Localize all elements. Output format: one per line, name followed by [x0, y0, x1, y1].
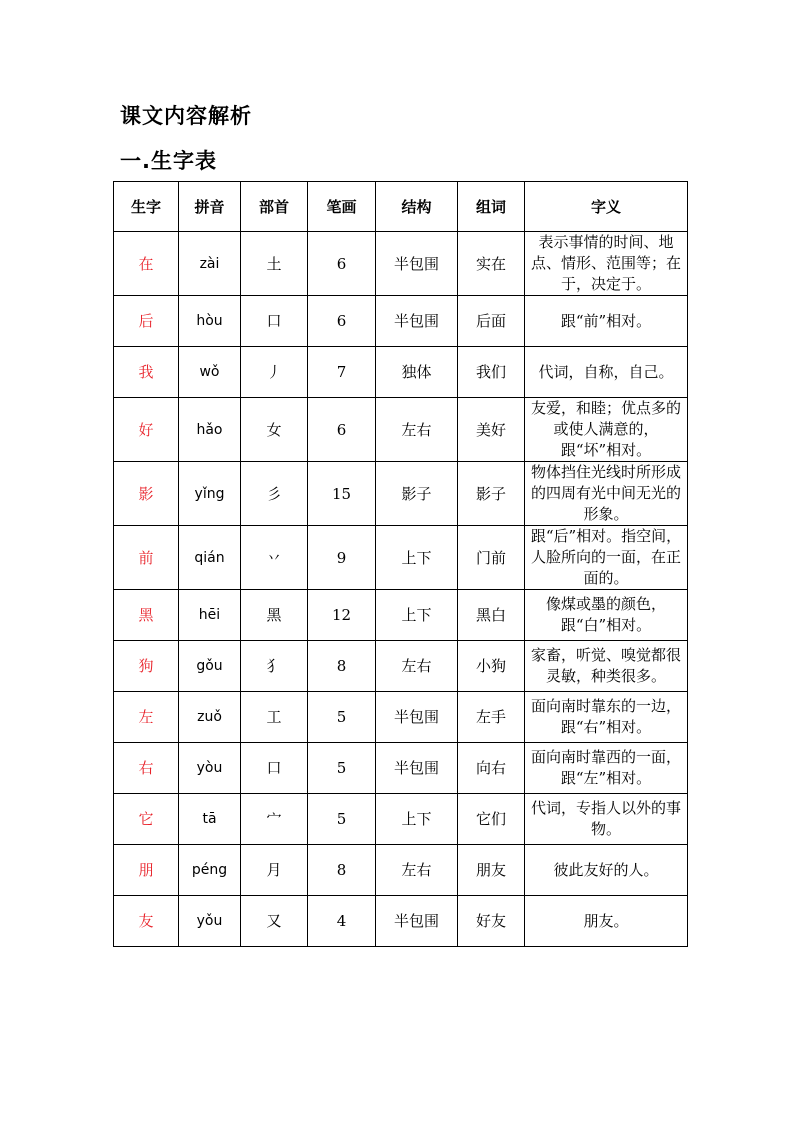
table-row: [114, 296, 688, 347]
cell-pinyin: hǎo: [179, 398, 241, 462]
cell-char: 在: [114, 232, 179, 296]
cell-radical: 宀: [241, 794, 308, 845]
header-radical: 部首: [241, 182, 308, 232]
cell-radical: 又: [241, 896, 308, 947]
cell-pinyin: tā: [179, 794, 241, 845]
cell-word: 它们: [458, 794, 525, 845]
cell-strokes: 15: [308, 462, 376, 526]
table-row: [114, 641, 688, 692]
cell-meaning: 面向南时靠西的一面，跟“左”相对。: [525, 743, 688, 794]
cell-structure: 上下: [376, 590, 458, 641]
table-row: [114, 794, 688, 845]
cell-structure: 半包围: [376, 743, 458, 794]
header-meaning: 字义: [525, 182, 688, 232]
cell-strokes: 5: [308, 743, 376, 794]
cell-structure: 半包围: [376, 296, 458, 347]
cell-radical: 口: [241, 743, 308, 794]
cell-pinyin: hòu: [179, 296, 241, 347]
cell-meaning: 表示事情的时间、地点、情形、范围等；在于，决定于。: [525, 232, 688, 296]
cell-structure: 左右: [376, 398, 458, 462]
cell-char: 朋: [114, 845, 179, 896]
table-row: [114, 347, 688, 398]
cell-char: 黑: [114, 590, 179, 641]
cell-pinyin: yǐng: [179, 462, 241, 526]
cell-word: 后面: [458, 296, 525, 347]
cell-meaning: 跟“后”相对。指空间，人脸所向的一面，在正面的。: [525, 526, 688, 590]
cell-structure: 独体: [376, 347, 458, 398]
cell-strokes: 5: [308, 692, 376, 743]
cell-word: 实在: [458, 232, 525, 296]
cell-structure: 上下: [376, 794, 458, 845]
cell-strokes: 8: [308, 845, 376, 896]
cell-structure: 左右: [376, 845, 458, 896]
cell-word: 我们: [458, 347, 525, 398]
table-row: [114, 896, 688, 947]
cell-meaning: 代词，自称，自己。: [525, 347, 688, 398]
cell-char: 后: [114, 296, 179, 347]
table-row: [114, 232, 688, 296]
cell-strokes: 12: [308, 590, 376, 641]
cell-pinyin: péng: [179, 845, 241, 896]
cell-radical: 丿: [241, 347, 308, 398]
cell-word: 左手: [458, 692, 525, 743]
cell-structure: 半包围: [376, 692, 458, 743]
cell-pinyin: hēi: [179, 590, 241, 641]
cell-meaning: 彼此友好的人。: [525, 845, 688, 896]
cell-pinyin: zuǒ: [179, 692, 241, 743]
cell-radical: 彡: [241, 462, 308, 526]
cell-char: 狗: [114, 641, 179, 692]
cell-structure: 上下: [376, 526, 458, 590]
cell-pinyin: yòu: [179, 743, 241, 794]
table-row: [114, 398, 688, 462]
table-row: [114, 590, 688, 641]
cell-meaning: 代词，专指人以外的事物。: [525, 794, 688, 845]
table-header-row: [114, 182, 688, 232]
cell-pinyin: zài: [179, 232, 241, 296]
cell-char: 影: [114, 462, 179, 526]
cell-structure: 影子: [376, 462, 458, 526]
vocabulary-table: [113, 181, 688, 947]
cell-word: 门前: [458, 526, 525, 590]
cell-char: 前: [114, 526, 179, 590]
cell-word: 小狗: [458, 641, 525, 692]
header-pinyin: 拼音: [179, 182, 241, 232]
cell-strokes: 8: [308, 641, 376, 692]
cell-strokes: 7: [308, 347, 376, 398]
cell-meaning: 像煤或墨的颜色，跟“白”相对。: [525, 590, 688, 641]
cell-radical: 丷: [241, 526, 308, 590]
cell-char: 左: [114, 692, 179, 743]
cell-strokes: 6: [308, 398, 376, 462]
cell-meaning: 家畜，听觉、嗅觉都很灵敏，种类很多。: [525, 641, 688, 692]
cell-structure: 半包围: [376, 896, 458, 947]
cell-word: 向右: [458, 743, 525, 794]
cell-meaning: 物体挡住光线时所形成的四周有光中间无光的形象。: [525, 462, 688, 526]
header-structure: 结构: [376, 182, 458, 232]
cell-pinyin: wǒ: [179, 347, 241, 398]
header-strokes: 笔画: [308, 182, 376, 232]
cell-word: 朋友: [458, 845, 525, 896]
cell-strokes: 5: [308, 794, 376, 845]
cell-meaning: 朋友。: [525, 896, 688, 947]
cell-meaning: 跟“前”相对。: [525, 296, 688, 347]
cell-structure: 左右: [376, 641, 458, 692]
table-row: [114, 526, 688, 590]
cell-radical: 犭: [241, 641, 308, 692]
cell-strokes: 6: [308, 232, 376, 296]
cell-char: 友: [114, 896, 179, 947]
table-row: [114, 462, 688, 526]
cell-strokes: 6: [308, 296, 376, 347]
cell-radical: 月: [241, 845, 308, 896]
cell-radical: 土: [241, 232, 308, 296]
cell-radical: 工: [241, 692, 308, 743]
cell-meaning: 友爱，和睦；优点多的或使人满意的，跟“坏”相对。: [525, 398, 688, 462]
cell-meaning: 面向南时靠东的一边，跟“右”相对。: [525, 692, 688, 743]
cell-pinyin: qián: [179, 526, 241, 590]
cell-word: 影子: [458, 462, 525, 526]
cell-pinyin: yǒu: [179, 896, 241, 947]
cell-char: 右: [114, 743, 179, 794]
section-title: 一.生字表: [120, 149, 217, 173]
cell-char: 好: [114, 398, 179, 462]
cell-radical: 女: [241, 398, 308, 462]
header-word: 组词: [458, 182, 525, 232]
cell-strokes: 9: [308, 526, 376, 590]
cell-pinyin: gǒu: [179, 641, 241, 692]
cell-word: 美好: [458, 398, 525, 462]
table-row: [114, 845, 688, 896]
cell-strokes: 4: [308, 896, 376, 947]
cell-word: 好友: [458, 896, 525, 947]
table-row: [114, 692, 688, 743]
cell-radical: 黑: [241, 590, 308, 641]
cell-char: 它: [114, 794, 179, 845]
cell-word: 黑白: [458, 590, 525, 641]
cell-radical: 口: [241, 296, 308, 347]
cell-char: 我: [114, 347, 179, 398]
cell-structure: 半包围: [376, 232, 458, 296]
page-title: 课文内容解析: [120, 104, 252, 128]
table-row: [114, 743, 688, 794]
header-char: 生字: [114, 182, 179, 232]
